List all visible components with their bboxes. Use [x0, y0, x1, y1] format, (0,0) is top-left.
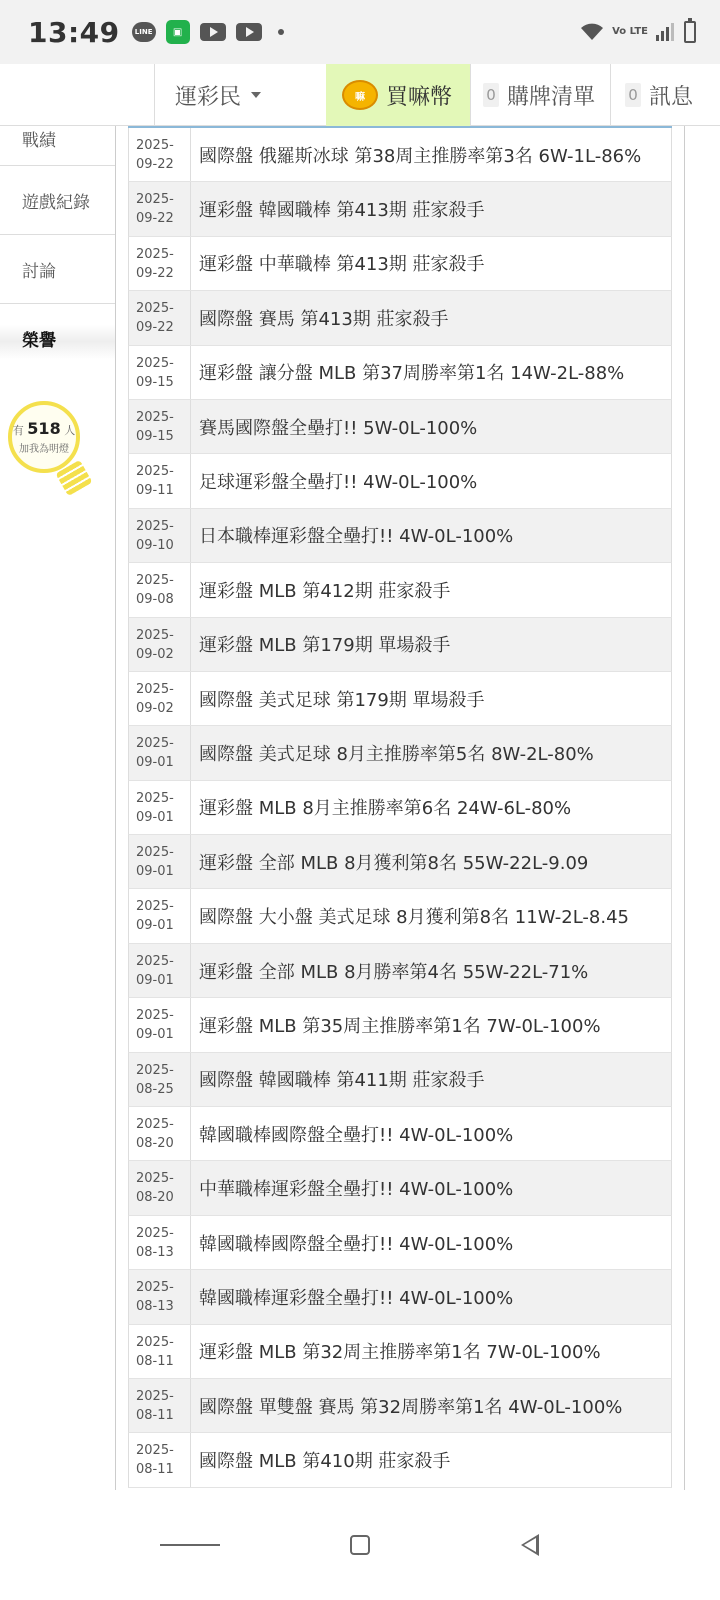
- honor-title: 運彩盤 MLB 第412期 莊家殺手: [199, 580, 451, 602]
- honor-title: 國際盤 俄羅斯冰球 第38周主推勝率第3名 6W-1L-86%: [199, 145, 642, 167]
- honor-date-year: 2025-: [136, 192, 174, 208]
- honor-date-month-day: 09-11: [136, 483, 174, 499]
- lightbulb-icon: [8, 401, 80, 473]
- honor-date-month-day: 09-01: [136, 864, 174, 880]
- signal-icon: [656, 23, 676, 41]
- table-row: [128, 726, 672, 780]
- honors-table: [128, 126, 672, 1488]
- buy-coins-button[interactable]: [326, 64, 470, 126]
- honor-date-year: 2025-: [136, 573, 174, 589]
- honor-title: 國際盤 單雙盤 賽馬 第32周勝率第1名 4W-0L-100%: [199, 1396, 623, 1418]
- honor-date: [129, 1379, 191, 1432]
- honor-title: 運彩盤 MLB 8月主推勝率第6名 24W-6L-80%: [199, 798, 572, 820]
- volte-icon: Vo LTE: [612, 26, 648, 37]
- table-row: [128, 346, 672, 400]
- status-time: 13:49: [28, 15, 120, 49]
- honor-date: [129, 346, 191, 399]
- honor-date-year: 2025-: [136, 790, 174, 806]
- honor-date-month-day: 09-01: [136, 809, 174, 825]
- honor-date-month-day: 08-11: [136, 1407, 174, 1423]
- table-row: [128, 835, 672, 889]
- honor-title: 賽馬國際盤全壘打!! 5W-0L-100%: [199, 417, 478, 439]
- honor-date-year: 2025-: [136, 1334, 174, 1350]
- honor-date-year: 2025-: [136, 845, 174, 861]
- honor-date-year: 2025-: [136, 1008, 174, 1024]
- sidebar-item-label: 榮譽: [22, 331, 56, 351]
- honor-date-year: 2025-: [136, 1062, 174, 1078]
- honor-date: [129, 182, 191, 235]
- honor-title: 國際盤 美式足球 第179期 單場殺手: [199, 689, 485, 711]
- table-row: [128, 1433, 672, 1487]
- honor-date-month-day: 09-01: [136, 1027, 174, 1043]
- honor-date-month-day: 08-11: [136, 1353, 174, 1369]
- table-row: [128, 944, 672, 998]
- sidebar-item-game-history[interactable]: [0, 166, 115, 235]
- system-navigation-bar: [0, 1490, 720, 1600]
- recent-apps-icon[interactable]: [160, 1515, 220, 1575]
- honor-date-month-day: 09-02: [136, 646, 174, 662]
- cart-button[interactable]: [470, 64, 610, 126]
- more-notifications-dot-icon: [278, 29, 284, 35]
- messages-button[interactable]: [610, 64, 720, 126]
- fan-count-prefix: 有: [12, 424, 24, 437]
- table-row: [128, 672, 672, 726]
- honor-date-month-day: 09-08: [136, 592, 174, 608]
- honor-title: 國際盤 賽馬 第413期 莊家殺手: [199, 308, 449, 330]
- honor-date-year: 2025-: [136, 681, 174, 697]
- home-button[interactable]: [330, 1515, 390, 1575]
- sidebar-item-label: 討論: [22, 261, 56, 282]
- honor-date: [129, 672, 191, 725]
- honor-date-month-day: 09-01: [136, 755, 174, 771]
- honor-date: [129, 618, 191, 671]
- honor-date: [129, 726, 191, 779]
- follow-lightbulb-badge[interactable]: [8, 401, 88, 511]
- sidebar-item-label: 遊戲紀錄: [22, 192, 90, 213]
- table-row: [128, 400, 672, 454]
- honor-date-month-day: 09-22: [136, 265, 174, 281]
- honor-date-month-day: 08-25: [136, 1081, 174, 1097]
- honor-date: [129, 1270, 191, 1323]
- top-navigation: [0, 64, 720, 126]
- honor-title: 韓國職棒國際盤全壘打!! 4W-0L-100%: [199, 1124, 514, 1146]
- honor-title: 運彩盤 MLB 第35周主推勝率第1名 7W-0L-100%: [199, 1015, 601, 1037]
- honor-date: [129, 1161, 191, 1214]
- honor-title: 運彩盤 中華職棒 第413期 莊家殺手: [199, 254, 485, 276]
- honor-date: [129, 454, 191, 507]
- sidebar-item-record[interactable]: [0, 126, 115, 166]
- honor-title: 運彩盤 全部 MLB 8月獲利第8名 55W-22L-9.09: [199, 852, 589, 874]
- status-bar: [0, 0, 720, 64]
- cart-label: 購牌清單: [507, 84, 596, 110]
- back-icon: [521, 1534, 539, 1556]
- honor-date-year: 2025-: [136, 1225, 174, 1241]
- honor-date-month-day: 09-22: [136, 320, 174, 336]
- honor-date: [129, 1325, 191, 1378]
- fan-count: 518: [27, 419, 61, 438]
- honor-title: 韓國職棒運彩盤全壘打!! 4W-0L-100%: [199, 1287, 514, 1309]
- honor-date: [129, 1433, 191, 1486]
- table-row: [128, 1216, 672, 1270]
- table-row: [128, 1270, 672, 1324]
- honor-date-month-day: 08-20: [136, 1190, 174, 1206]
- honor-title: 運彩盤 MLB 第179期 單場殺手: [199, 635, 451, 657]
- honor-date: [129, 509, 191, 562]
- honor-date-month-day: 09-02: [136, 700, 174, 716]
- honor-date: [129, 563, 191, 616]
- honor-date-year: 2025-: [136, 301, 174, 317]
- honor-date-year: 2025-: [136, 627, 174, 643]
- honor-date: [129, 781, 191, 834]
- honor-date: [129, 944, 191, 997]
- caret-down-icon: [251, 92, 261, 98]
- honor-date: [129, 889, 191, 942]
- back-button[interactable]: [500, 1515, 560, 1575]
- honor-title: 韓國職棒國際盤全壘打!! 4W-0L-100%: [199, 1233, 514, 1255]
- honor-date-year: 2025-: [136, 1443, 174, 1459]
- user-menu-label: 運彩民: [175, 84, 242, 110]
- honor-date-year: 2025-: [136, 138, 174, 153]
- line-app-icon: LINE: [132, 22, 156, 42]
- honor-title: 國際盤 韓國職棒 第411期 莊家殺手: [199, 1070, 485, 1092]
- honor-date-year: 2025-: [136, 899, 174, 915]
- honor-date-month-day: 09-22: [136, 157, 174, 172]
- honor-date-month-day: 08-11: [136, 1462, 174, 1478]
- honor-date: [129, 237, 191, 290]
- honor-date-year: 2025-: [136, 518, 174, 534]
- table-row: [128, 889, 672, 943]
- honor-date: [129, 998, 191, 1051]
- honor-date: [129, 291, 191, 344]
- honor-date-month-day: 08-13: [136, 1299, 174, 1315]
- honor-title: 國際盤 MLB 第410期 莊家殺手: [199, 1451, 451, 1473]
- table-row: [128, 998, 672, 1052]
- table-row: [128, 1325, 672, 1379]
- system-icons: [580, 21, 696, 43]
- shopping-app-icon: ▣: [166, 20, 190, 44]
- table-row: [128, 1379, 672, 1433]
- table-row: [128, 454, 672, 508]
- honor-date-year: 2025-: [136, 409, 174, 425]
- sidebar-item-honors[interactable]: [0, 304, 115, 373]
- honor-date-year: 2025-: [136, 355, 174, 371]
- honor-date-year: 2025-: [136, 953, 174, 969]
- notification-icons: [132, 20, 284, 44]
- honor-date-month-day: 09-01: [136, 918, 174, 934]
- honor-date-year: 2025-: [136, 246, 174, 262]
- table-row: [128, 182, 672, 236]
- messages-label: 訊息: [649, 84, 694, 110]
- table-row: [128, 509, 672, 563]
- table-row: [128, 128, 672, 182]
- honor-date-year: 2025-: [136, 1117, 174, 1133]
- honor-date-year: 2025-: [136, 1171, 174, 1187]
- honor-date: [129, 400, 191, 453]
- honor-date: [129, 1053, 191, 1106]
- user-menu[interactable]: [154, 64, 326, 126]
- cart-count: 0: [483, 83, 499, 107]
- battery-charging-icon: [684, 21, 696, 43]
- honor-date: [129, 835, 191, 888]
- honor-date-month-day: 09-15: [136, 428, 174, 444]
- coin-icon: 嘛: [342, 80, 378, 110]
- honor-date-year: 2025-: [136, 464, 174, 480]
- honor-title: 運彩盤 全部 MLB 8月勝率第4名 55W-22L-71%: [199, 961, 589, 983]
- honor-date-month-day: 08-20: [136, 1136, 174, 1152]
- table-row: [128, 1053, 672, 1107]
- content-right-border: [684, 126, 685, 1516]
- honor-date-year: 2025-: [136, 1388, 174, 1404]
- honor-title: 足球運彩盤全壘打!! 4W-0L-100%: [199, 472, 478, 494]
- sidebar-item-label: 戰績: [22, 131, 56, 151]
- honor-date: [129, 1107, 191, 1160]
- table-row: [128, 781, 672, 835]
- table-row: [128, 618, 672, 672]
- honor-date-month-day: 09-10: [136, 537, 174, 553]
- fan-count-line: [12, 405, 76, 438]
- fan-badge-label: 加我為明燈: [19, 444, 69, 455]
- honor-date-year: 2025-: [136, 736, 174, 752]
- honor-title: 運彩盤 韓國職棒 第413期 莊家殺手: [199, 200, 485, 222]
- honor-date: [129, 128, 191, 181]
- messages-count: 0: [625, 83, 641, 107]
- honor-date-month-day: 09-01: [136, 972, 174, 988]
- home-icon: [350, 1535, 370, 1555]
- honor-title: 運彩盤 MLB 第32周主推勝率第1名 7W-0L-100%: [199, 1342, 601, 1364]
- honor-date: [129, 1216, 191, 1269]
- table-row: [128, 237, 672, 291]
- buy-coins-label: 買嘛幣: [386, 84, 453, 110]
- honor-title: 日本職棒運彩盤全壘打!! 4W-0L-100%: [199, 526, 514, 548]
- honor-date-month-day: 09-22: [136, 211, 174, 227]
- sidebar-item-discussion[interactable]: [0, 235, 115, 304]
- honor-title: 國際盤 大小盤 美式足球 8月獲利第8名 11W-2L-8.45: [199, 907, 629, 929]
- youtube-icon-2: [236, 23, 262, 41]
- honor-date-month-day: 09-15: [136, 374, 174, 390]
- fan-count-suffix: 人: [64, 424, 76, 437]
- honor-title: 中華職棒運彩盤全壘打!! 4W-0L-100%: [199, 1179, 514, 1201]
- table-row: [128, 1161, 672, 1215]
- table-row: [128, 1107, 672, 1161]
- table-row: [128, 291, 672, 345]
- sidebar: [0, 126, 116, 1516]
- honor-title: 運彩盤 讓分盤 MLB 第37周勝率第1名 14W-2L-88%: [199, 363, 625, 385]
- honor-date-year: 2025-: [136, 1280, 174, 1296]
- wifi-icon: [580, 22, 604, 42]
- table-row: [128, 563, 672, 617]
- youtube-icon: [200, 23, 226, 41]
- honor-title: 國際盤 美式足球 8月主推勝率第5名 8W-2L-80%: [199, 743, 594, 765]
- honor-date-month-day: 08-13: [136, 1244, 174, 1260]
